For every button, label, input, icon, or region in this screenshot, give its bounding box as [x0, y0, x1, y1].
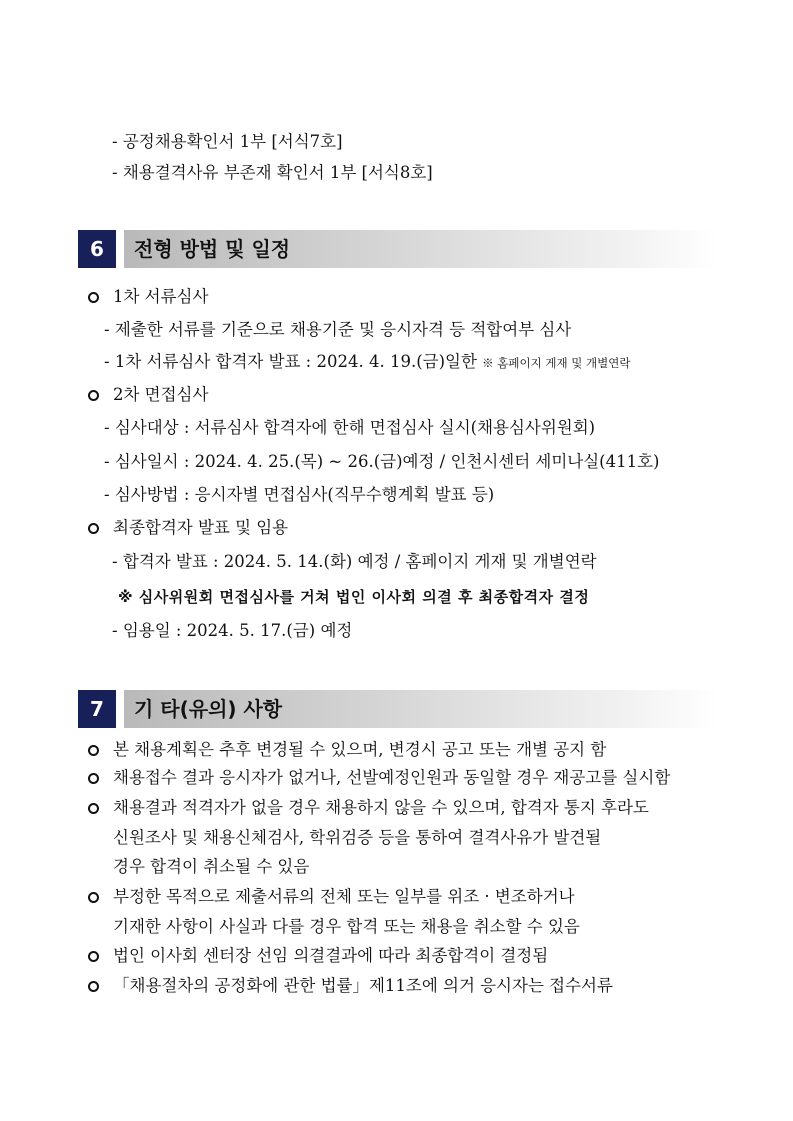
note-text-4: 부정한 목적으로 제출서류의 전체 또는 일부를 위조 · 변조하거나 — [113, 887, 575, 906]
final-note: ※ 심사위원회 면접심사를 거쳐 법인 이사회 의결 후 최종합격자 결정 — [118, 588, 590, 606]
note-line-2 — [88, 766, 670, 790]
stage2-title: 2차 면접심사 — [113, 385, 209, 404]
stage1-item-2: - 1차 서류심사 합격자 발표 : 2024. 4. 19.(금)일한 — [104, 352, 477, 371]
section-6-header — [78, 230, 718, 268]
note-line-3-cont-1: 신원조사 및 채용신체검사, 학위검증 등을 통하여 결격사유가 발견될 — [113, 828, 602, 847]
stage1-heading — [88, 285, 208, 309]
final-heading — [88, 516, 288, 540]
note-line-5 — [88, 944, 548, 968]
stage1-item-1: - 제출한 서류를 기준으로 채용기준 및 응시자격 등 적합여부 심사 — [104, 320, 572, 339]
note-line-3 — [88, 796, 649, 820]
circle-bullet-icon — [88, 892, 99, 903]
circle-bullet-icon — [88, 981, 99, 992]
section-7-header — [78, 690, 718, 728]
top-item-1: - 공정채용확인서 1부 [서식7호] — [112, 132, 343, 151]
circle-bullet-icon — [88, 292, 99, 303]
note-line-1 — [88, 738, 606, 762]
note-line-3-cont-2: 경우 합격이 취소될 수 있음 — [113, 857, 310, 876]
circle-bullet-icon — [88, 745, 99, 756]
section-6-number: 6 — [78, 230, 116, 268]
note-text-1: 본 채용계획은 추후 변경될 수 있으며, 변경시 공고 또는 개별 공지 함 — [113, 740, 607, 759]
stage1-title: 1차 서류심사 — [113, 287, 209, 306]
note-line-6 — [88, 974, 613, 998]
stage2-item-2: - 심사일시 : 2024. 4. 25.(목) ~ 26.(금)예정 / 인천시센터 세미나실(411호) — [104, 452, 660, 471]
circle-bullet-icon — [88, 390, 99, 401]
stage1-item-2-row — [104, 350, 630, 375]
circle-bullet-icon — [88, 773, 99, 784]
section-6-title: 전형 방법 및 일정 — [134, 237, 291, 261]
stage1-note: ※ 홈페이지 게재 및 개별연락 — [482, 356, 631, 370]
note-text-5: 법인 이사회 센터장 선임 의결결과에 따라 최종합격이 결정됨 — [113, 946, 549, 965]
section-7-title: 기 타(유의) 사항 — [134, 697, 283, 721]
final-title: 최종합격자 발표 및 임용 — [113, 518, 289, 537]
stage2-heading — [88, 383, 208, 407]
circle-bullet-icon — [88, 951, 99, 962]
stage2-item-1: - 심사대상 : 서류심사 합격자에 한해 면접심사 실시(채용심사위원회) — [104, 418, 596, 437]
note-text-3: 채용결과 적격자가 없을 경우 채용하지 않을 수 있으며, 합격자 통지 후라도 — [113, 798, 649, 817]
stage2-item-3: - 심사방법 : 응시자별 면접심사(직무수행계획 발표 등) — [104, 485, 495, 504]
note-line-4 — [88, 885, 575, 909]
note-text-2: 채용접수 결과 응시자가 없거나, 선발예정인원과 동일할 경우 재공고를 실시함 — [113, 768, 671, 787]
final-item-1: - 합격자 발표 : 2024. 5. 14.(화) 예정 / 홈페이지 게재 및 개별연락 — [112, 552, 597, 571]
note-line-4-cont: 기재한 사항이 사실과 다를 경우 합격 또는 채용을 취소할 수 있음 — [113, 917, 580, 936]
circle-bullet-icon — [88, 803, 99, 814]
top-item-2: - 채용결격사유 부존재 확인서 1부 [서식8호] — [112, 163, 433, 182]
section-7-number: 7 — [78, 690, 116, 728]
note-text-6: 「채용절차의 공정화에 관한 법률」제11조에 의거 응시자는 접수서류 — [113, 976, 613, 995]
circle-bullet-icon — [88, 523, 99, 534]
final-item-2: - 임용일 : 2024. 5. 17.(금) 예정 — [112, 621, 353, 640]
